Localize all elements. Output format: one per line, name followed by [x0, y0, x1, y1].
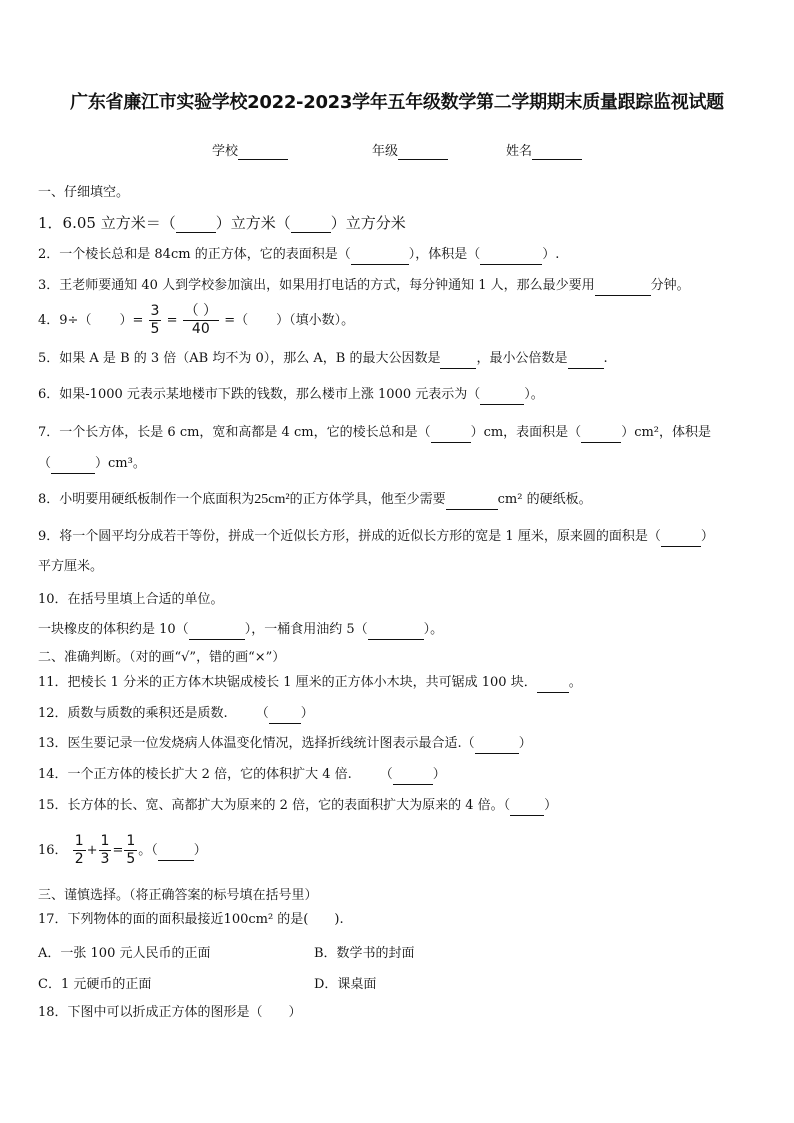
question-text: 下图中可以折成正方体的图形是（ ）	[67, 1005, 302, 1020]
section-choice: 三、谨慎选择。（将正确答案的标号填在括号里）	[38, 888, 318, 903]
question-text: 1．	[38, 214, 63, 232]
question-text: 下列物体的面的面积最接近100cm² 的是( ).	[67, 912, 344, 927]
question-text: 25cm²	[254, 492, 290, 507]
question-text: 5	[150, 321, 160, 337]
question-17	[38, 911, 344, 929]
question-5	[38, 350, 608, 369]
question-text: cm² 的硬纸板。	[497, 492, 592, 507]
question-text: 如果 A 是 B 的 3 倍（AB 均不为 0），那么 A，B 的最大公因数是	[59, 351, 441, 366]
question-10-cont	[38, 621, 443, 640]
answer-blank	[51, 455, 95, 474]
question-text: 4．	[38, 313, 60, 328]
question-text: ）立方分米	[330, 214, 406, 232]
answer-blank	[595, 277, 651, 296]
question-6	[38, 386, 544, 405]
question-text: ）=	[119, 313, 144, 328]
section-judge: 二、准确判断。（对的画“√”，错的画“×”）	[38, 650, 286, 665]
question-4	[38, 303, 354, 338]
name-blank	[532, 144, 582, 160]
answer-blank	[537, 674, 569, 693]
school-label: 学校	[212, 144, 239, 159]
question-text: 3	[150, 303, 160, 319]
question-text: （	[379, 767, 393, 782]
question-9-cont	[38, 558, 103, 576]
answer-blank	[189, 621, 245, 640]
grade-blank	[398, 144, 448, 160]
grade-label: 年级	[372, 144, 399, 159]
question-text: 质数与质数的乘积还是质数.	[67, 706, 228, 721]
answer-blank	[446, 491, 498, 510]
fraction-1-2	[73, 833, 86, 868]
question-text: ），一桶食用油约 5（	[244, 622, 368, 637]
question-text: 8．	[38, 492, 60, 507]
question-14	[38, 766, 446, 785]
question-text: ）.	[542, 247, 560, 262]
question-13	[38, 735, 532, 754]
question-7-cont	[38, 455, 146, 474]
question-text: 3．	[38, 278, 60, 293]
question-text: 1	[100, 833, 110, 849]
question-9	[38, 528, 714, 547]
question-text: 18．	[38, 1005, 68, 1020]
question-text: （ ）	[184, 303, 218, 319]
answer-blank	[393, 766, 433, 785]
question-text: =	[112, 843, 124, 858]
question-text: ）	[193, 843, 207, 858]
question-text: （	[38, 456, 52, 471]
answer-blank	[158, 842, 194, 861]
question-8	[38, 491, 592, 510]
question-text: ）cm，表面积是（	[470, 425, 582, 440]
question-text: 一个正方体的棱长扩大 2 倍，它的体积扩大 4 倍.	[67, 767, 352, 782]
question-text: ）	[544, 798, 558, 813]
question-text: ），体积是（	[408, 247, 481, 262]
answer-blank	[291, 214, 331, 233]
question-text: 12．	[38, 706, 68, 721]
answer-blank	[568, 350, 604, 369]
question-text: 1	[126, 833, 136, 849]
question-text: 的正方体学具，他至少需要	[289, 492, 446, 507]
question-text: ）	[300, 706, 314, 721]
question-text: 分钟。	[650, 278, 690, 293]
question-text: 17．	[38, 912, 68, 927]
option-d: D．课桌面	[314, 977, 377, 992]
answer-blank	[581, 424, 621, 443]
question-text: 王老师要通知 40 人到学校参加演出，如果用打电话的方式，每分钟通知 1 人，那么最少要用	[59, 278, 595, 293]
answer-blank	[351, 246, 409, 265]
question-text: 9÷（	[59, 313, 92, 328]
question-text: ，最小公倍数是	[476, 351, 568, 366]
question-10	[38, 591, 224, 609]
question-text: ）	[432, 767, 446, 782]
fraction-blank-40	[183, 303, 219, 338]
fraction-1-5	[124, 833, 137, 868]
question-text: 5．	[38, 351, 60, 366]
question-text: 一个棱长总和是 84cm 的正方体，它的表面积是（	[59, 247, 351, 262]
answer-blank	[475, 735, 519, 754]
answer-blank	[368, 621, 424, 640]
school-field	[212, 140, 288, 160]
question-text: ）	[518, 736, 532, 751]
question-text: 40	[191, 321, 210, 337]
question-11	[38, 674, 582, 693]
answer-blank	[440, 350, 476, 369]
fraction-3-5	[149, 303, 162, 338]
grade-field	[372, 140, 448, 160]
question-18	[38, 1004, 302, 1022]
question-text: 小明要用硬纸板制作一个底面积为	[59, 492, 255, 507]
question-text: 将一个圆平均分成若干等份，拼成一个近似长方形，拼成的近似长方形的宽是 1 厘米，原来圆的面积是（	[59, 529, 661, 544]
question-text: 14．	[38, 767, 68, 782]
question-text: 一块橡皮的体积约是 10（	[38, 622, 189, 637]
question-text: 在括号里填上合适的单位。	[67, 592, 224, 607]
question-1	[38, 214, 406, 233]
question-text: ）。	[524, 387, 544, 402]
option-b: B．数学书的封面	[314, 946, 415, 961]
question-text: .	[603, 351, 608, 366]
question-text: 如果-1000 元表示某地楼市下跌的钱数，那么楼市上涨 1000 元表示为（	[59, 387, 481, 402]
answer-blank	[431, 424, 471, 443]
question-text: 。	[568, 675, 582, 690]
question-text: 6．	[38, 387, 60, 402]
answer-blank	[480, 246, 542, 265]
question-text: 13．	[38, 736, 68, 751]
answer-blank	[510, 797, 544, 816]
question-2	[38, 246, 559, 265]
question-text: 2．	[38, 247, 60, 262]
question-12	[38, 705, 314, 724]
question-text: ）（填小数）。	[276, 313, 355, 328]
exam-title: 广东省廉江市实验学校2022-2023学年五年级数学第二学期期末质量跟踪监视试题	[70, 92, 724, 113]
question-text: （	[255, 706, 269, 721]
question-15	[38, 797, 557, 816]
question-text: 一个长方体，长是 6 cm，宽和高都是 4 cm，它的棱长总和是（	[59, 425, 431, 440]
fraction-1-3	[99, 833, 112, 868]
question-text: ）。	[423, 622, 444, 637]
question-text: 3	[100, 851, 110, 867]
question-text: 医生要记录一位发烧病人体温变化情况，选择折线统计图表示最合适.（	[67, 736, 475, 751]
option-a: A．一张 100 元人民币的正面	[38, 946, 211, 961]
question-text: ）cm³。	[95, 456, 146, 471]
answer-blank	[661, 528, 701, 547]
question-text: 。（	[138, 843, 158, 858]
question-text: 平方厘米。	[38, 559, 104, 574]
option-c: C．1 元硬币的正面	[38, 977, 152, 992]
question-text: +	[86, 843, 98, 858]
school-blank	[238, 144, 288, 160]
answer-blank	[176, 214, 216, 233]
question-text: 15．	[38, 798, 68, 813]
question-text: =	[166, 313, 178, 328]
section-fill-in: 一、仔细填空。	[38, 185, 130, 200]
question-text: 把棱长 1 分米的正方体木块锯成棱长 1 厘米的正方体小木块，共可锯成 100 块．	[67, 675, 537, 690]
name-field	[506, 140, 582, 160]
question-text: 6.05 立方米＝（	[62, 214, 176, 232]
name-label: 姓名	[506, 144, 533, 159]
question-text: 5	[126, 851, 136, 867]
question-text: 11．	[38, 675, 68, 690]
question-text: 10．	[38, 592, 68, 607]
question-3	[38, 277, 690, 296]
question-text: 1	[74, 833, 84, 849]
question-text: ）立方米（	[215, 214, 291, 232]
question-text: 7．	[38, 425, 60, 440]
question-text: ）	[700, 529, 714, 544]
answer-blank	[480, 386, 524, 405]
question-text: 9．	[38, 529, 60, 544]
question-text: 2	[74, 851, 84, 867]
question-16	[38, 833, 207, 868]
question-text: 16．	[38, 843, 68, 858]
question-text: =（	[224, 313, 249, 328]
question-text: 长方体的长、宽、高都扩大为原来的 2 倍，它的表面积扩大为原来的 4 倍。（	[67, 798, 511, 813]
question-7	[38, 424, 711, 443]
question-text: ）cm²，体积是	[621, 425, 712, 440]
answer-blank	[269, 705, 301, 724]
